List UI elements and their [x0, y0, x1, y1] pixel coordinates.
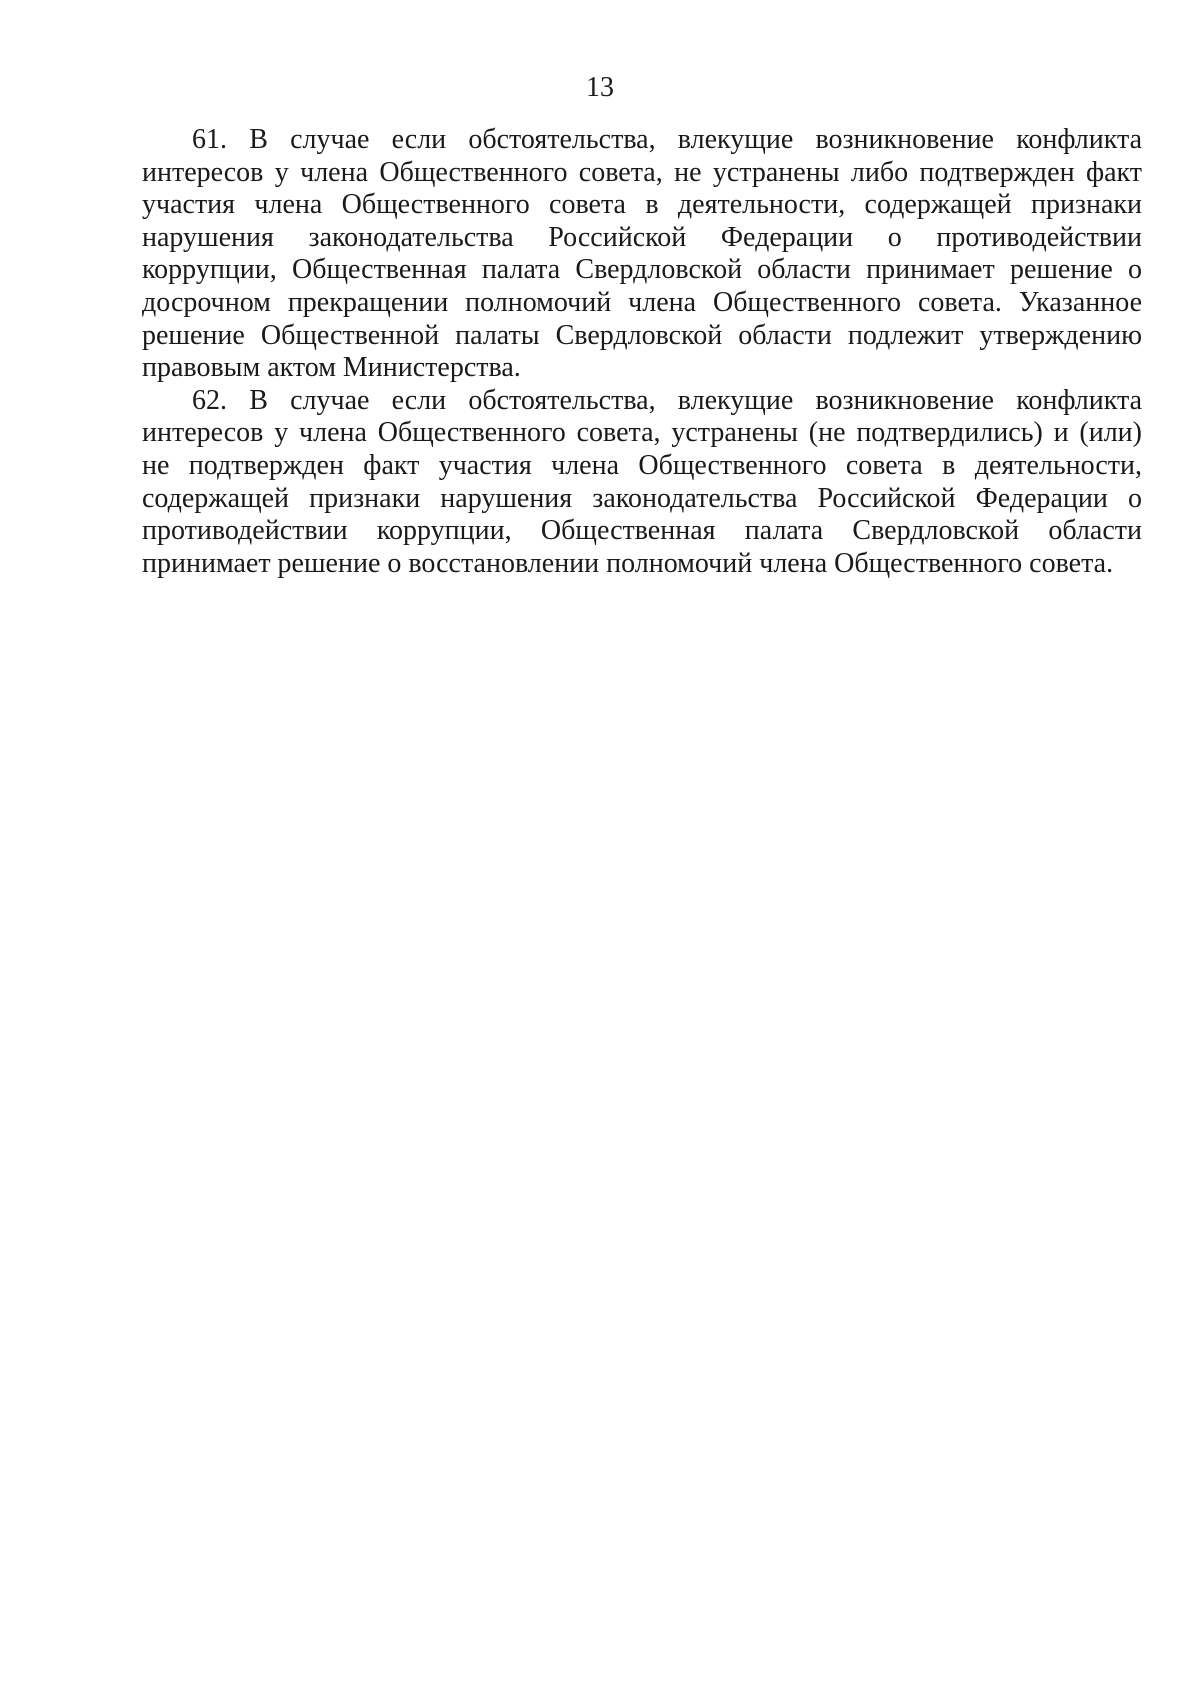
- document-body: [142, 124, 1142, 580]
- paragraph-61: 61. В случае если обстоятельства, влекущие возникновение конфликта интересов у члена Общественного совета, не устранены либо подтвержден факт участия члена Общественного совета в деятельности, содержащей признаки нарушения законодательства Российской Федерации о противодействии коррупции, Общественная палата Свердловской области принимает решение о досрочном прекращении полномочий члена Общественного совета. Указанное решение Общественной палаты Свердловской области подлежит утверждению правовым актом Министерства.: [142, 124, 1142, 384]
- paragraph-62: 62. В случае если обстоятельства, влекущие возникновение конфликта интересов у члена Общественного совета, устранены (не подтвердились) и (или) не подтвержден факт участия члена Общественного совета в деятельности, содержащей признаки нарушения законодательства Российской Федерации о противодействии коррупции, Общественная палата Свердловской области принимает решение о восстановлении полномочий члена Общественного совета.: [142, 384, 1142, 579]
- page-number: 13: [586, 72, 614, 103]
